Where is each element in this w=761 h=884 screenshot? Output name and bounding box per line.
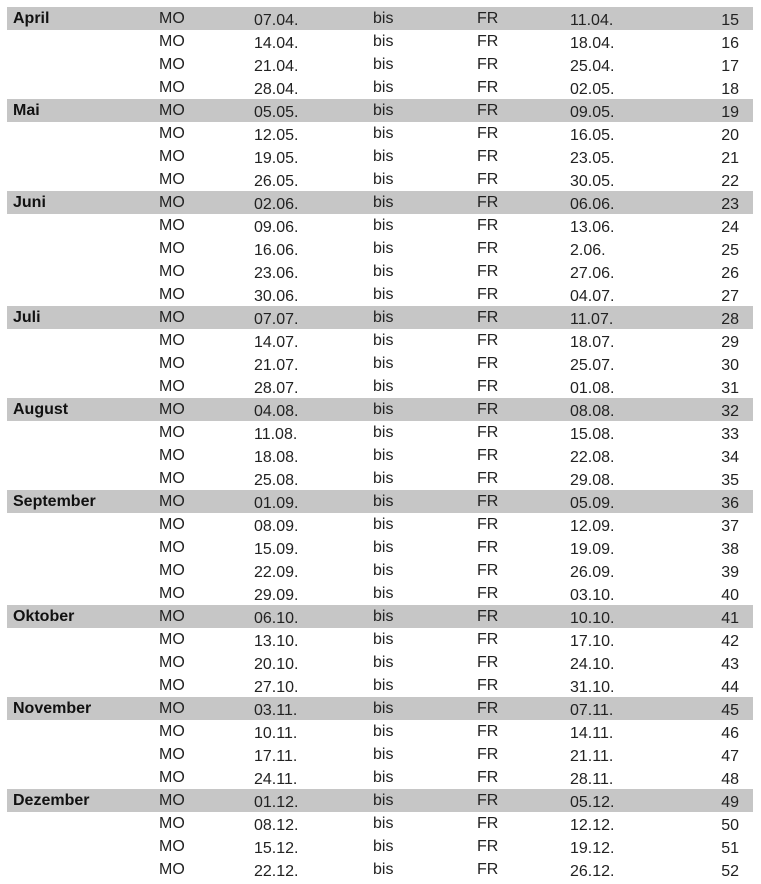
friday-label: FR bbox=[477, 861, 499, 878]
end-date: 08.08. bbox=[570, 403, 615, 420]
calendar-week-number: 45 bbox=[721, 702, 739, 719]
until-label: bis bbox=[373, 286, 394, 303]
week-row bbox=[7, 467, 753, 490]
until-label: bis bbox=[373, 516, 394, 533]
monday-label: MO bbox=[159, 539, 185, 556]
start-date: 28.04. bbox=[254, 81, 299, 98]
week-row bbox=[7, 122, 753, 145]
end-date: 10.10. bbox=[570, 610, 615, 627]
end-date: 06.06. bbox=[570, 196, 615, 213]
end-date: 01.08. bbox=[570, 380, 615, 397]
end-date: 13.06. bbox=[570, 219, 615, 236]
start-date: 01.12. bbox=[254, 794, 299, 811]
start-date: 02.06. bbox=[254, 196, 299, 213]
monday-label: MO bbox=[159, 654, 185, 671]
until-label: bis bbox=[373, 723, 394, 740]
monday-label: MO bbox=[159, 677, 185, 694]
start-date: 19.05. bbox=[254, 150, 299, 167]
calendar-week-number: 47 bbox=[721, 748, 739, 765]
start-date: 21.07. bbox=[254, 357, 299, 374]
friday-label: FR bbox=[477, 539, 499, 556]
start-date: 09.06. bbox=[254, 219, 299, 236]
month-header-row bbox=[7, 306, 753, 329]
monday-label: MO bbox=[159, 493, 185, 510]
monday-label: MO bbox=[159, 401, 185, 418]
week-row bbox=[7, 858, 753, 881]
start-date: 24.11. bbox=[254, 771, 298, 788]
friday-label: FR bbox=[477, 723, 499, 740]
monday-label: MO bbox=[159, 194, 185, 211]
until-label: bis bbox=[373, 309, 394, 326]
calendar-week-number: 46 bbox=[721, 725, 739, 742]
calendar-week-number: 44 bbox=[721, 679, 739, 696]
month-header-row bbox=[7, 398, 753, 421]
week-row bbox=[7, 812, 753, 835]
calendar-week-number: 21 bbox=[721, 150, 739, 167]
calendar-week-number: 20 bbox=[721, 127, 739, 144]
start-date: 16.06. bbox=[254, 242, 299, 259]
until-label: bis bbox=[373, 217, 394, 234]
calendar-week-number: 29 bbox=[721, 334, 739, 351]
until-label: bis bbox=[373, 102, 394, 119]
until-label: bis bbox=[373, 539, 394, 556]
until-label: bis bbox=[373, 792, 394, 809]
month-name: Mai bbox=[13, 102, 40, 119]
until-label: bis bbox=[373, 10, 394, 27]
start-date: 25.08. bbox=[254, 472, 299, 489]
monday-label: MO bbox=[159, 470, 185, 487]
friday-label: FR bbox=[477, 33, 499, 50]
calendar-week-number: 15 bbox=[721, 12, 739, 29]
end-date: 23.05. bbox=[570, 150, 615, 167]
until-label: bis bbox=[373, 240, 394, 257]
friday-label: FR bbox=[477, 148, 499, 165]
friday-label: FR bbox=[477, 263, 499, 280]
until-label: bis bbox=[373, 654, 394, 671]
start-date: 08.12. bbox=[254, 817, 299, 834]
end-date: 26.09. bbox=[570, 564, 615, 581]
start-date: 14.04. bbox=[254, 35, 299, 52]
start-date: 12.05. bbox=[254, 127, 299, 144]
monday-label: MO bbox=[159, 562, 185, 579]
until-label: bis bbox=[373, 263, 394, 280]
friday-label: FR bbox=[477, 654, 499, 671]
friday-label: FR bbox=[477, 769, 499, 786]
friday-label: FR bbox=[477, 10, 499, 27]
week-row bbox=[7, 375, 753, 398]
week-row bbox=[7, 214, 753, 237]
week-row bbox=[7, 76, 753, 99]
until-label: bis bbox=[373, 33, 394, 50]
calendar-week-number: 42 bbox=[721, 633, 739, 650]
until-label: bis bbox=[373, 700, 394, 717]
friday-label: FR bbox=[477, 585, 499, 602]
end-date: 11.07. bbox=[570, 311, 614, 328]
month-name: Dezember bbox=[13, 792, 90, 809]
monday-label: MO bbox=[159, 217, 185, 234]
until-label: bis bbox=[373, 56, 394, 73]
until-label: bis bbox=[373, 378, 394, 395]
calendar-week-number: 49 bbox=[721, 794, 739, 811]
calendar-week-number: 34 bbox=[721, 449, 739, 466]
until-label: bis bbox=[373, 631, 394, 648]
calendar-week-number: 26 bbox=[721, 265, 739, 282]
until-label: bis bbox=[373, 838, 394, 855]
monday-label: MO bbox=[159, 700, 185, 717]
end-date: 11.04. bbox=[570, 12, 614, 29]
until-label: bis bbox=[373, 585, 394, 602]
monday-label: MO bbox=[159, 355, 185, 372]
friday-label: FR bbox=[477, 378, 499, 395]
friday-label: FR bbox=[477, 447, 499, 464]
end-date: 05.12. bbox=[570, 794, 615, 811]
start-date: 13.10. bbox=[254, 633, 299, 650]
end-date: 12.09. bbox=[570, 518, 615, 535]
friday-label: FR bbox=[477, 309, 499, 326]
end-date: 19.12. bbox=[570, 840, 615, 857]
week-row bbox=[7, 168, 753, 191]
end-date: 25.07. bbox=[570, 357, 615, 374]
monday-label: MO bbox=[159, 56, 185, 73]
monday-label: MO bbox=[159, 838, 185, 855]
until-label: bis bbox=[373, 815, 394, 832]
end-date: 25.04. bbox=[570, 58, 615, 75]
week-row bbox=[7, 145, 753, 168]
friday-label: FR bbox=[477, 608, 499, 625]
until-label: bis bbox=[373, 746, 394, 763]
calendar-week-number: 40 bbox=[721, 587, 739, 604]
month-name: Juni bbox=[13, 194, 46, 211]
month-name: April bbox=[13, 10, 50, 27]
end-date: 31.10. bbox=[570, 679, 615, 696]
end-date: 24.10. bbox=[570, 656, 615, 673]
end-date: 14.11. bbox=[570, 725, 614, 742]
start-date: 22.12. bbox=[254, 863, 299, 880]
friday-label: FR bbox=[477, 240, 499, 257]
monday-label: MO bbox=[159, 79, 185, 96]
friday-label: FR bbox=[477, 171, 499, 188]
until-label: bis bbox=[373, 447, 394, 464]
end-date: 26.12. bbox=[570, 863, 615, 880]
calendar-week-number: 38 bbox=[721, 541, 739, 558]
end-date: 09.05. bbox=[570, 104, 615, 121]
friday-label: FR bbox=[477, 217, 499, 234]
month-name: Oktober bbox=[13, 608, 75, 625]
calendar-week-number: 43 bbox=[721, 656, 739, 673]
monday-label: MO bbox=[159, 815, 185, 832]
week-row bbox=[7, 352, 753, 375]
end-date: 17.10. bbox=[570, 633, 615, 650]
start-date: 18.08. bbox=[254, 449, 299, 466]
friday-label: FR bbox=[477, 56, 499, 73]
week-row bbox=[7, 30, 753, 53]
start-date: 05.05. bbox=[254, 104, 299, 121]
monday-label: MO bbox=[159, 240, 185, 257]
week-row bbox=[7, 651, 753, 674]
calendar-week-number: 35 bbox=[721, 472, 739, 489]
calendar-week-number: 17 bbox=[721, 58, 739, 75]
start-date: 07.07. bbox=[254, 311, 299, 328]
calendar-week-number: 28 bbox=[721, 311, 739, 328]
monday-label: MO bbox=[159, 516, 185, 533]
start-date: 21.04. bbox=[254, 58, 299, 75]
monday-label: MO bbox=[159, 171, 185, 188]
start-date: 11.08. bbox=[254, 426, 298, 443]
friday-label: FR bbox=[477, 102, 499, 119]
calendar-week-number: 27 bbox=[721, 288, 739, 305]
friday-label: FR bbox=[477, 286, 499, 303]
calendar-week-number: 24 bbox=[721, 219, 739, 236]
friday-label: FR bbox=[477, 677, 499, 694]
monday-label: MO bbox=[159, 378, 185, 395]
start-date: 20.10. bbox=[254, 656, 299, 673]
start-date: 23.06. bbox=[254, 265, 299, 282]
until-label: bis bbox=[373, 355, 394, 372]
calendar-week-number: 16 bbox=[721, 35, 739, 52]
monday-label: MO bbox=[159, 631, 185, 648]
month-header-row bbox=[7, 605, 753, 628]
end-date: 22.08. bbox=[570, 449, 615, 466]
start-date: 15.12. bbox=[254, 840, 299, 857]
friday-label: FR bbox=[477, 470, 499, 487]
friday-label: FR bbox=[477, 792, 499, 809]
calendar-week-number: 51 bbox=[721, 840, 739, 857]
week-row bbox=[7, 743, 753, 766]
friday-label: FR bbox=[477, 516, 499, 533]
week-row bbox=[7, 628, 753, 651]
friday-label: FR bbox=[477, 355, 499, 372]
start-date: 07.04. bbox=[254, 12, 299, 29]
monday-label: MO bbox=[159, 861, 185, 878]
friday-label: FR bbox=[477, 79, 499, 96]
end-date: 02.05. bbox=[570, 81, 615, 98]
start-date: 28.07. bbox=[254, 380, 299, 397]
end-date: 03.10. bbox=[570, 587, 615, 604]
friday-label: FR bbox=[477, 493, 499, 510]
calendar-week-number: 37 bbox=[721, 518, 739, 535]
until-label: bis bbox=[373, 125, 394, 142]
monday-label: MO bbox=[159, 608, 185, 625]
monday-label: MO bbox=[159, 286, 185, 303]
start-date: 14.07. bbox=[254, 334, 299, 351]
calendar-week-number: 36 bbox=[721, 495, 739, 512]
start-date: 10.11. bbox=[254, 725, 298, 742]
end-date: 29.08. bbox=[570, 472, 615, 489]
monday-label: MO bbox=[159, 332, 185, 349]
week-row bbox=[7, 835, 753, 858]
week-row bbox=[7, 766, 753, 789]
month-name: November bbox=[13, 700, 92, 717]
until-label: bis bbox=[373, 148, 394, 165]
until-label: bis bbox=[373, 769, 394, 786]
calendar-week-number: 33 bbox=[721, 426, 739, 443]
until-label: bis bbox=[373, 493, 394, 510]
monday-label: MO bbox=[159, 424, 185, 441]
calendar-week-number: 50 bbox=[721, 817, 739, 834]
calendar-week-number: 39 bbox=[721, 564, 739, 581]
end-date: 21.11. bbox=[570, 748, 614, 765]
until-label: bis bbox=[373, 608, 394, 625]
end-date: 12.12. bbox=[570, 817, 615, 834]
monday-label: MO bbox=[159, 769, 185, 786]
month-header-row bbox=[7, 490, 753, 513]
monday-label: MO bbox=[159, 585, 185, 602]
monday-label: MO bbox=[159, 10, 185, 27]
end-date: 18.04. bbox=[570, 35, 615, 52]
friday-label: FR bbox=[477, 746, 499, 763]
month-name: September bbox=[13, 493, 96, 510]
week-row bbox=[7, 53, 753, 76]
end-date: 27.06. bbox=[570, 265, 615, 282]
start-date: 17.11. bbox=[254, 748, 298, 765]
week-row bbox=[7, 329, 753, 352]
calendar-week-number: 22 bbox=[721, 173, 739, 190]
month-header-row bbox=[7, 7, 753, 30]
until-label: bis bbox=[373, 424, 394, 441]
week-row bbox=[7, 260, 753, 283]
monday-label: MO bbox=[159, 102, 185, 119]
month-header-row bbox=[7, 99, 753, 122]
week-row bbox=[7, 513, 753, 536]
until-label: bis bbox=[373, 401, 394, 418]
calendar-week-number: 30 bbox=[721, 357, 739, 374]
start-date: 04.08. bbox=[254, 403, 299, 420]
until-label: bis bbox=[373, 677, 394, 694]
end-date: 18.07. bbox=[570, 334, 615, 351]
calendar-week-number: 19 bbox=[721, 104, 739, 121]
until-label: bis bbox=[373, 470, 394, 487]
week-row bbox=[7, 674, 753, 697]
monday-label: MO bbox=[159, 792, 185, 809]
month-header-row bbox=[7, 697, 753, 720]
friday-label: FR bbox=[477, 424, 499, 441]
start-date: 22.09. bbox=[254, 564, 299, 581]
friday-label: FR bbox=[477, 838, 499, 855]
friday-label: FR bbox=[477, 562, 499, 579]
month-header-row bbox=[7, 191, 753, 214]
monday-label: MO bbox=[159, 447, 185, 464]
end-date: 15.08. bbox=[570, 426, 615, 443]
start-date: 26.05. bbox=[254, 173, 299, 190]
monday-label: MO bbox=[159, 746, 185, 763]
friday-label: FR bbox=[477, 125, 499, 142]
monday-label: MO bbox=[159, 723, 185, 740]
calendar-week-number: 52 bbox=[721, 863, 739, 880]
monday-label: MO bbox=[159, 263, 185, 280]
end-date: 04.07. bbox=[570, 288, 615, 305]
friday-label: FR bbox=[477, 194, 499, 211]
start-date: 15.09. bbox=[254, 541, 299, 558]
end-date: 28.11. bbox=[570, 771, 614, 788]
end-date: 07.11. bbox=[570, 702, 614, 719]
start-date: 01.09. bbox=[254, 495, 299, 512]
until-label: bis bbox=[373, 332, 394, 349]
week-row bbox=[7, 283, 753, 306]
week-row bbox=[7, 237, 753, 260]
week-row bbox=[7, 559, 753, 582]
end-date: 05.09. bbox=[570, 495, 615, 512]
start-date: 29.09. bbox=[254, 587, 299, 604]
until-label: bis bbox=[373, 171, 394, 188]
month-name: Juli bbox=[13, 309, 41, 326]
end-date: 19.09. bbox=[570, 541, 615, 558]
start-date: 27.10. bbox=[254, 679, 299, 696]
monday-label: MO bbox=[159, 125, 185, 142]
friday-label: FR bbox=[477, 401, 499, 418]
calendar-week-number: 41 bbox=[721, 610, 739, 627]
start-date: 06.10. bbox=[254, 610, 299, 627]
calendar-week-number: 32 bbox=[721, 403, 739, 420]
week-row bbox=[7, 582, 753, 605]
until-label: bis bbox=[373, 861, 394, 878]
month-header-row bbox=[7, 789, 753, 812]
monday-label: MO bbox=[159, 33, 185, 50]
until-label: bis bbox=[373, 194, 394, 211]
start-date: 08.09. bbox=[254, 518, 299, 535]
end-date: 30.05. bbox=[570, 173, 615, 190]
monday-label: MO bbox=[159, 148, 185, 165]
friday-label: FR bbox=[477, 700, 499, 717]
calendar-week-number: 18 bbox=[721, 81, 739, 98]
friday-label: FR bbox=[477, 631, 499, 648]
calendar-week-number: 48 bbox=[721, 771, 739, 788]
end-date: 16.05. bbox=[570, 127, 615, 144]
week-row bbox=[7, 536, 753, 559]
week-row bbox=[7, 421, 753, 444]
end-date: 2.06. bbox=[570, 242, 606, 259]
until-label: bis bbox=[373, 79, 394, 96]
calendar-week-number: 23 bbox=[721, 196, 739, 213]
until-label: bis bbox=[373, 562, 394, 579]
week-row bbox=[7, 720, 753, 743]
friday-label: FR bbox=[477, 815, 499, 832]
monday-label: MO bbox=[159, 309, 185, 326]
calendar-week-number: 31 bbox=[721, 380, 739, 397]
start-date: 03.11. bbox=[254, 702, 298, 719]
week-row bbox=[7, 444, 753, 467]
month-name: August bbox=[13, 401, 69, 418]
friday-label: FR bbox=[477, 332, 499, 349]
calendar-week-number: 25 bbox=[721, 242, 739, 259]
start-date: 30.06. bbox=[254, 288, 299, 305]
